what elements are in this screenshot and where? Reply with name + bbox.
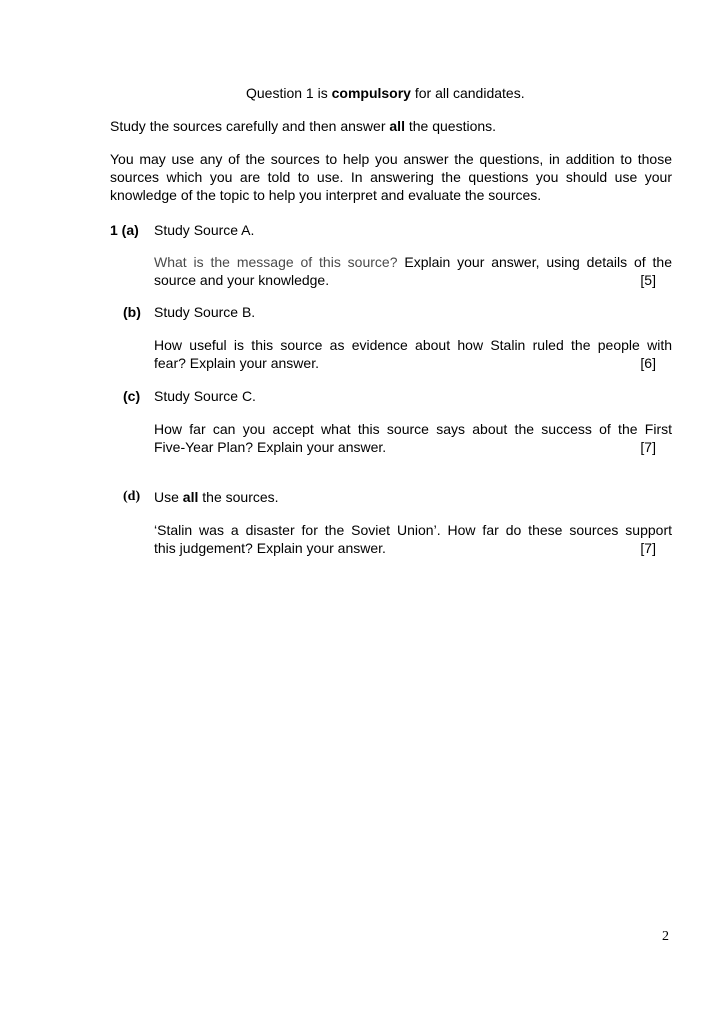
question-1b-text (154, 336, 672, 372)
page-number: 2 (662, 929, 669, 944)
compulsory-emphasis: compulsory (331, 85, 411, 101)
question-1b-instruction: Study Source B. (154, 304, 256, 320)
question-1a-instruction: Study Source A. (154, 222, 255, 238)
question-1a-text (154, 253, 672, 289)
compulsory-notice: Question 1 is compulsory for all candidates. (246, 85, 525, 101)
all-emphasis: all (389, 118, 405, 134)
question-number-1c: (c) (123, 388, 141, 404)
study-instruction: Study the sources carefully and then answer all the questions. (110, 118, 497, 134)
question-1d-text (154, 521, 672, 557)
question-1a-gray-text: What is the message of this source? (154, 254, 398, 270)
sources-paragraph: You may use any of the sources to help you answer the questions, in addition to those sources which you are told to use. In answering the questions you should use your knowledge of the topic to help you interpret and evaluate the sources. (110, 151, 672, 203)
question-1a-line2: source and your knowledge. [5] (154, 272, 656, 288)
question-1a-mark: [5] (640, 272, 656, 288)
question-1a-line1: What is the message of this source? Explain your answer, using details of the (154, 254, 673, 270)
question-1d-line1: ‘Stalin was a disaster for the Soviet Union’. How far do these sources support (154, 522, 672, 538)
question-1b-mark: [6] (640, 355, 656, 371)
question-1c-line1: How far can you accept what this source says about the success of the First (154, 421, 672, 437)
question-1d-instruction: Use all the sources. (154, 489, 279, 505)
question-1c-mark: [7] (640, 439, 656, 455)
question-1d-mark: [7] (640, 540, 656, 556)
question-1c-line2: Five-Year Plan? Explain your answer. [7] (154, 439, 656, 455)
question-number-1b: (b) (123, 304, 141, 320)
question-number-1a: 1 (a) (110, 222, 139, 238)
question-number-1d: (d) (123, 489, 141, 504)
question-1c-instruction: Study Source C. (154, 388, 256, 404)
question-1d-line2: this judgement? Explain your answer. [7] (154, 540, 656, 556)
question-1b-line1: How useful is this source as evidence about how Stalin ruled the people with (154, 337, 672, 353)
question-1c-text (154, 420, 672, 456)
question-1b-line2: fear? Explain your answer. [6] (154, 355, 656, 371)
all-sources-emphasis: all (182, 489, 199, 505)
